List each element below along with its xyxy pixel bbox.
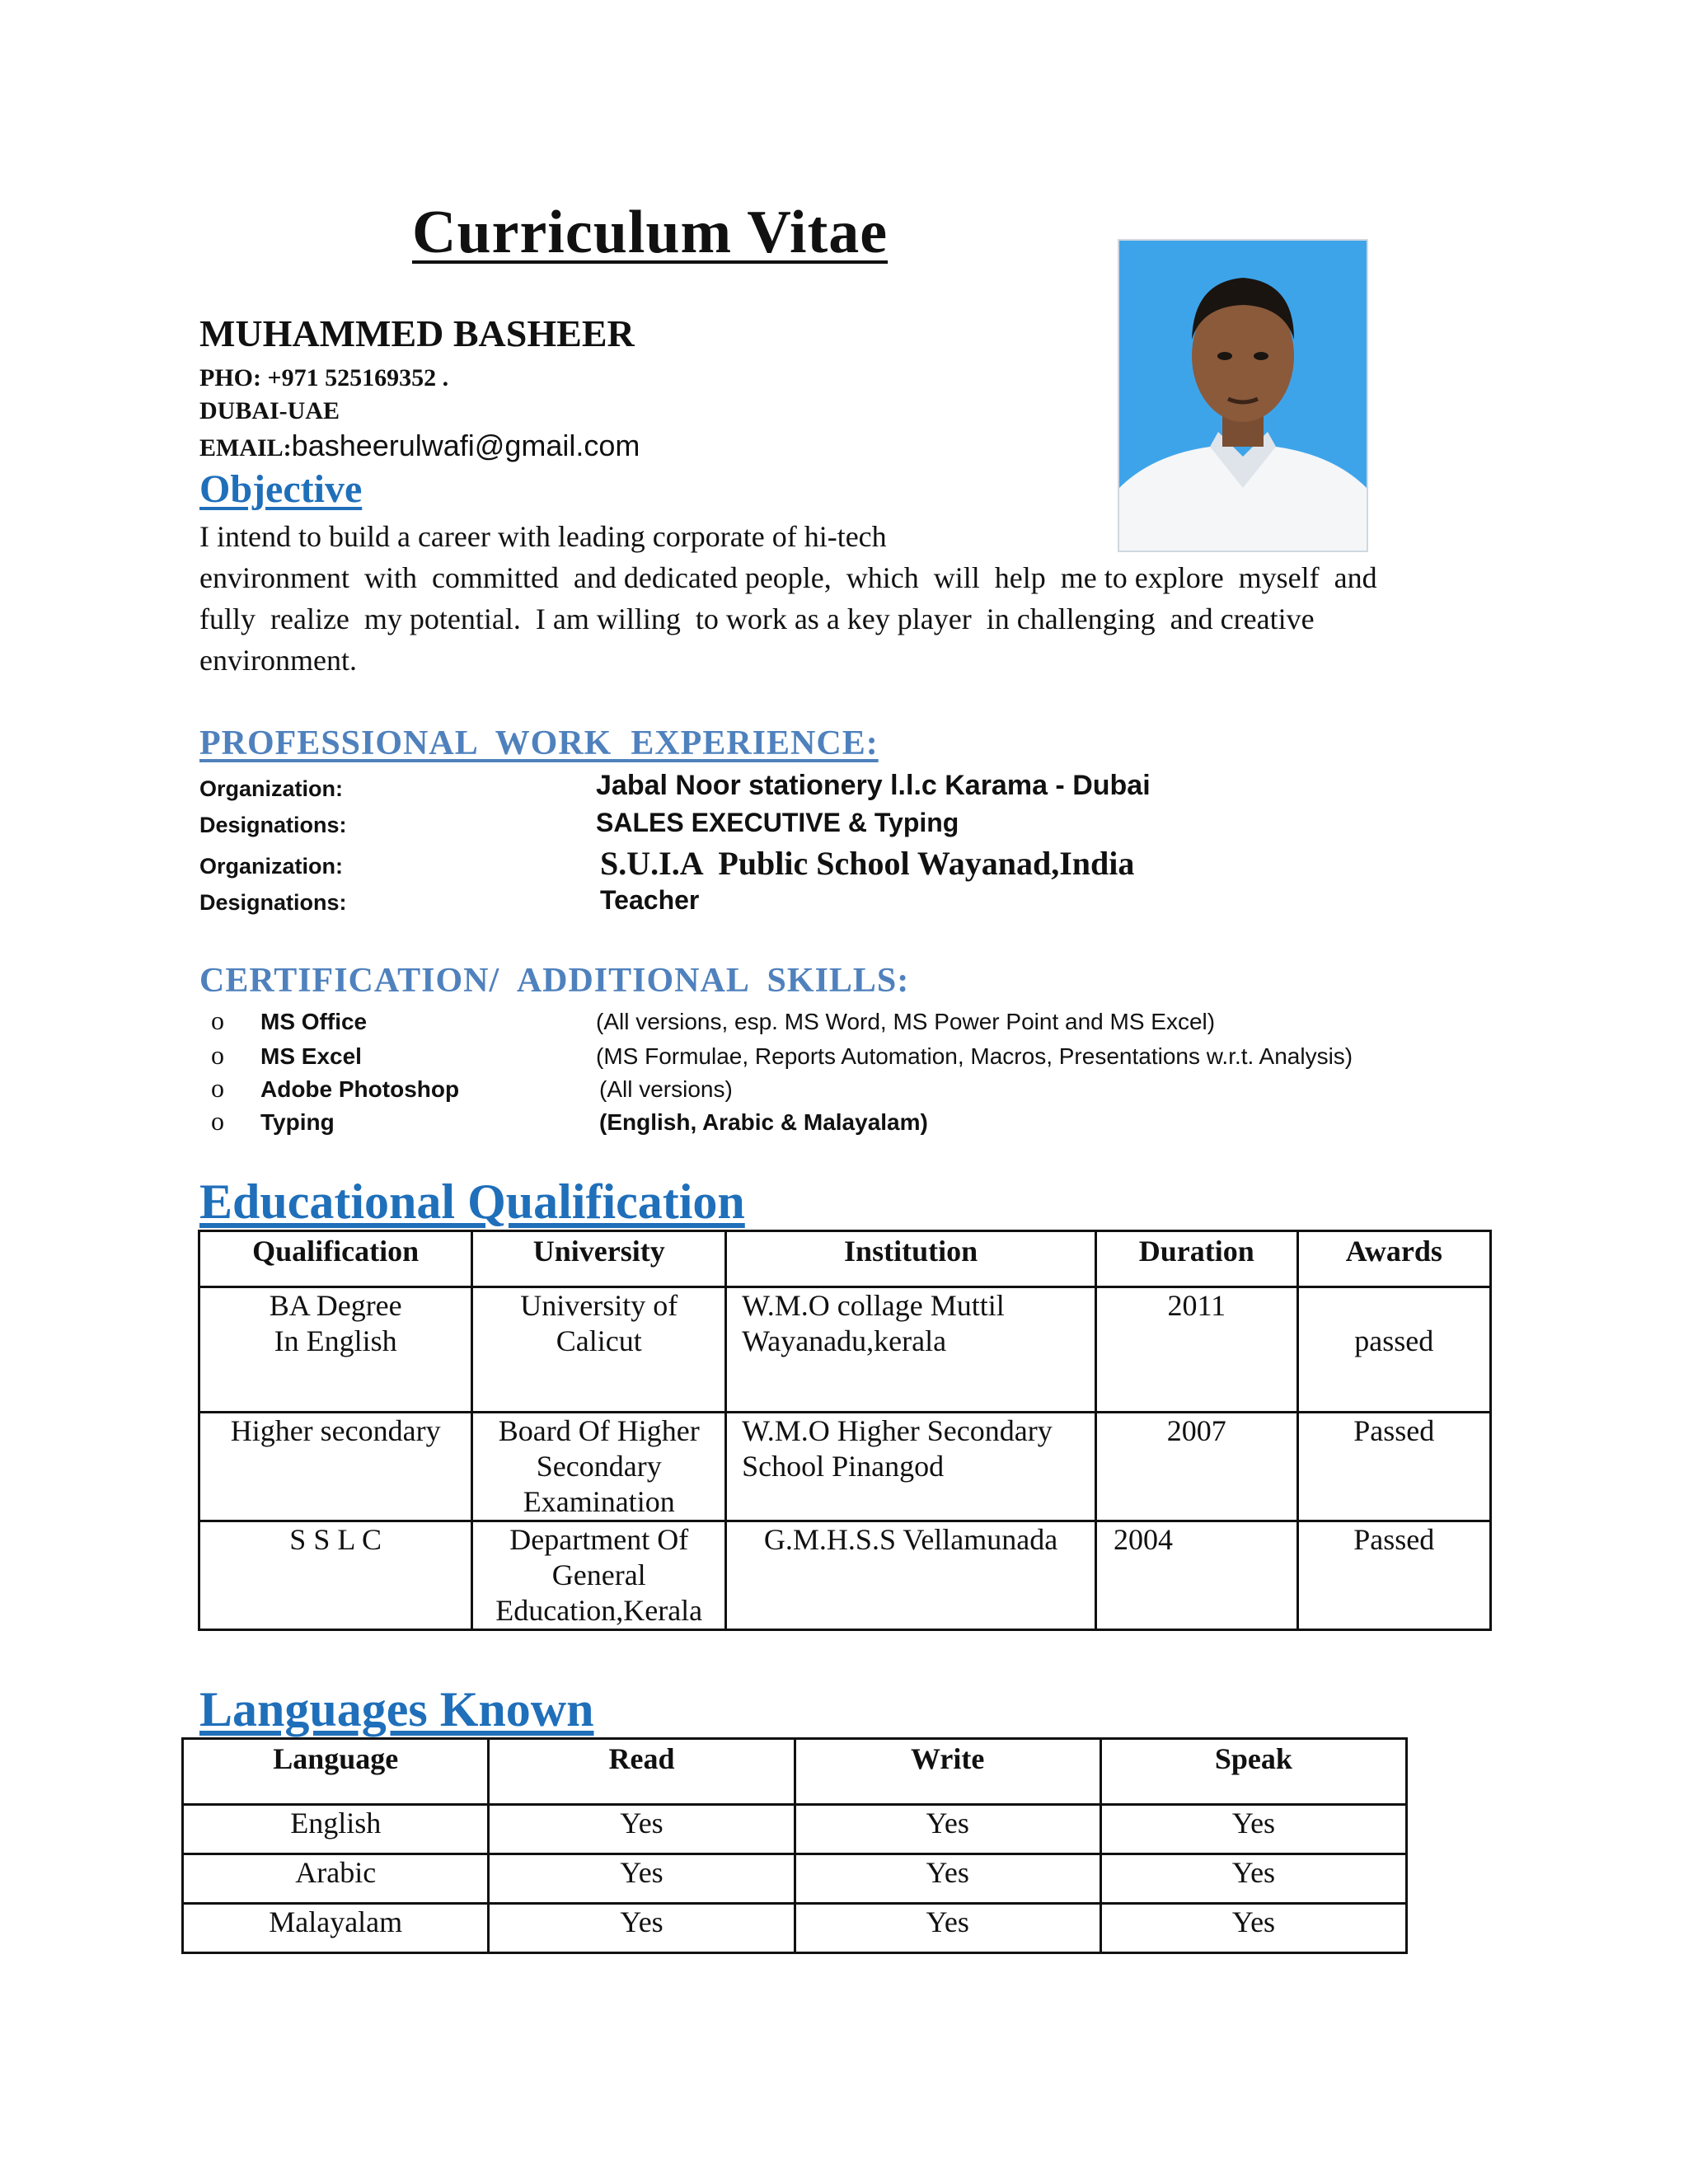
objective-heading: Objective [199,467,363,511]
lang-col-read: Read [489,1739,795,1805]
email-value: basheerulwafi@gmail.com [291,429,640,462]
table-cell: Yes [795,1854,1100,1904]
email-line [199,429,640,463]
lang-col-speak: Speak [1100,1739,1406,1805]
table-cell: W.M.O Higher Secondary School Pinangod [726,1413,1096,1521]
org-value-2: S.U.I.A Public School Wayanad,India [600,845,1135,882]
table-cell: Arabic [183,1854,489,1904]
table-cell: G.M.H.S.S Vellamunada [726,1521,1096,1630]
experience-heading: PROFESSIONAL WORK EXPERIENCE: [199,724,879,762]
edu-col-institution: Institution [726,1231,1096,1287]
skills-heading: CERTIFICATION/ ADDITIONAL SKILLS: [199,962,910,1000]
table-cell: Malayalam [183,1904,489,1953]
table-cell: Yes [795,1805,1100,1854]
edu-col-university: University [472,1231,726,1287]
table-cell: Yes [1100,1854,1406,1904]
table-cell: 2007 [1096,1413,1298,1521]
table-cell: University of Calicut [472,1287,726,1413]
skill-name-3: Adobe Photoshop [260,1076,460,1102]
table-cell: Passed [1297,1521,1490,1630]
table-cell: S S L C [199,1521,472,1630]
page-title: Curriculum Vitae [412,199,889,266]
person-portrait-icon [1119,241,1367,551]
org-label-1: Organization: [199,776,343,801]
table-cell: 2004 [1096,1521,1298,1630]
location-text: DUBAI-UAE [199,397,340,424]
skill-desc-1: (All versions, esp. MS Word, MS Power Point and MS Excel) [596,1009,1216,1034]
table-cell: BA Degree In English [199,1287,472,1413]
org-value-1: Jabal Noor stationery l.l.c Karama - Dubai [596,770,1151,801]
bullet-4: o [211,1106,224,1136]
candidate-name: MUHAMMED BASHEER [199,312,635,354]
education-header-row [199,1231,1491,1287]
education-heading: Educational Qualification [199,1174,745,1229]
edu-col-qualification: Qualification [199,1231,472,1287]
table-cell: Passed [1297,1413,1490,1521]
table-cell: passed [1297,1287,1490,1413]
objective-line-2: environment with committed and dedicated people, which will help me to explore myself and [199,561,1377,594]
table-row [199,1287,1491,1413]
desig-label-1: Designations: [199,813,347,837]
objective-line-4: environment. [199,644,357,677]
objective-line-1: I intend to build a career with leading corporate of hi-tech [199,520,887,553]
bullet-1: o [211,1005,224,1035]
desig-value-2: Teacher [600,885,700,915]
phone-text: PHO: +971 525169352 . [199,364,449,391]
languages-heading: Languages Known [199,1682,594,1736]
table-row [183,1805,1407,1854]
table-cell: 2011 [1096,1287,1298,1413]
table-row [183,1854,1407,1904]
table-cell: W.M.O collage Muttil Wayanadu,kerala [726,1287,1096,1413]
desig-value-1: SALES EXECUTIVE & Typing [596,808,959,837]
table-cell: Yes [489,1904,795,1953]
email-label: EMAIL: [199,434,292,462]
lang-col-language: Language [183,1739,489,1805]
profile-photo [1118,239,1368,552]
languages-header-row [183,1739,1407,1805]
table-row [199,1521,1491,1630]
table-cell: Higher secondary [199,1413,472,1521]
table-cell: Yes [795,1904,1100,1953]
lang-col-write: Write [795,1739,1100,1805]
languages-table [181,1737,1408,1954]
education-table [198,1230,1492,1631]
skill-desc-3: (All versions) [599,1076,733,1102]
table-row [183,1904,1407,1953]
desig-label-2: Designations: [199,890,347,915]
objective-line-3: fully realize my potential. I am willing to work as a key player in challenging and creative [199,602,1315,635]
table-cell: English [183,1805,489,1854]
table-cell: Yes [1100,1904,1406,1953]
skill-name-1: MS Office [260,1009,368,1034]
table-cell: Yes [489,1854,795,1904]
skill-desc-2: (MS Formulae, Reports Automation, Macros, Presentations w.r.t. Analysis) [596,1043,1353,1069]
table-cell: Board Of Higher Secondary Examination [472,1413,726,1521]
skill-desc-4: (English, Arabic & Malayalam) [599,1109,928,1135]
bullet-2: o [211,1040,224,1070]
edu-col-awards: Awards [1297,1231,1490,1287]
table-cell: Department Of General Education,Kerala [472,1521,726,1630]
edu-col-duration: Duration [1096,1231,1298,1287]
org-label-2: Organization: [199,854,343,879]
bullet-3: o [211,1073,224,1103]
table-cell: Yes [489,1805,795,1854]
table-cell: Yes [1100,1805,1406,1854]
skill-name-4: Typing [260,1109,335,1135]
table-row [199,1413,1491,1521]
skill-name-2: MS Excel [260,1043,362,1069]
